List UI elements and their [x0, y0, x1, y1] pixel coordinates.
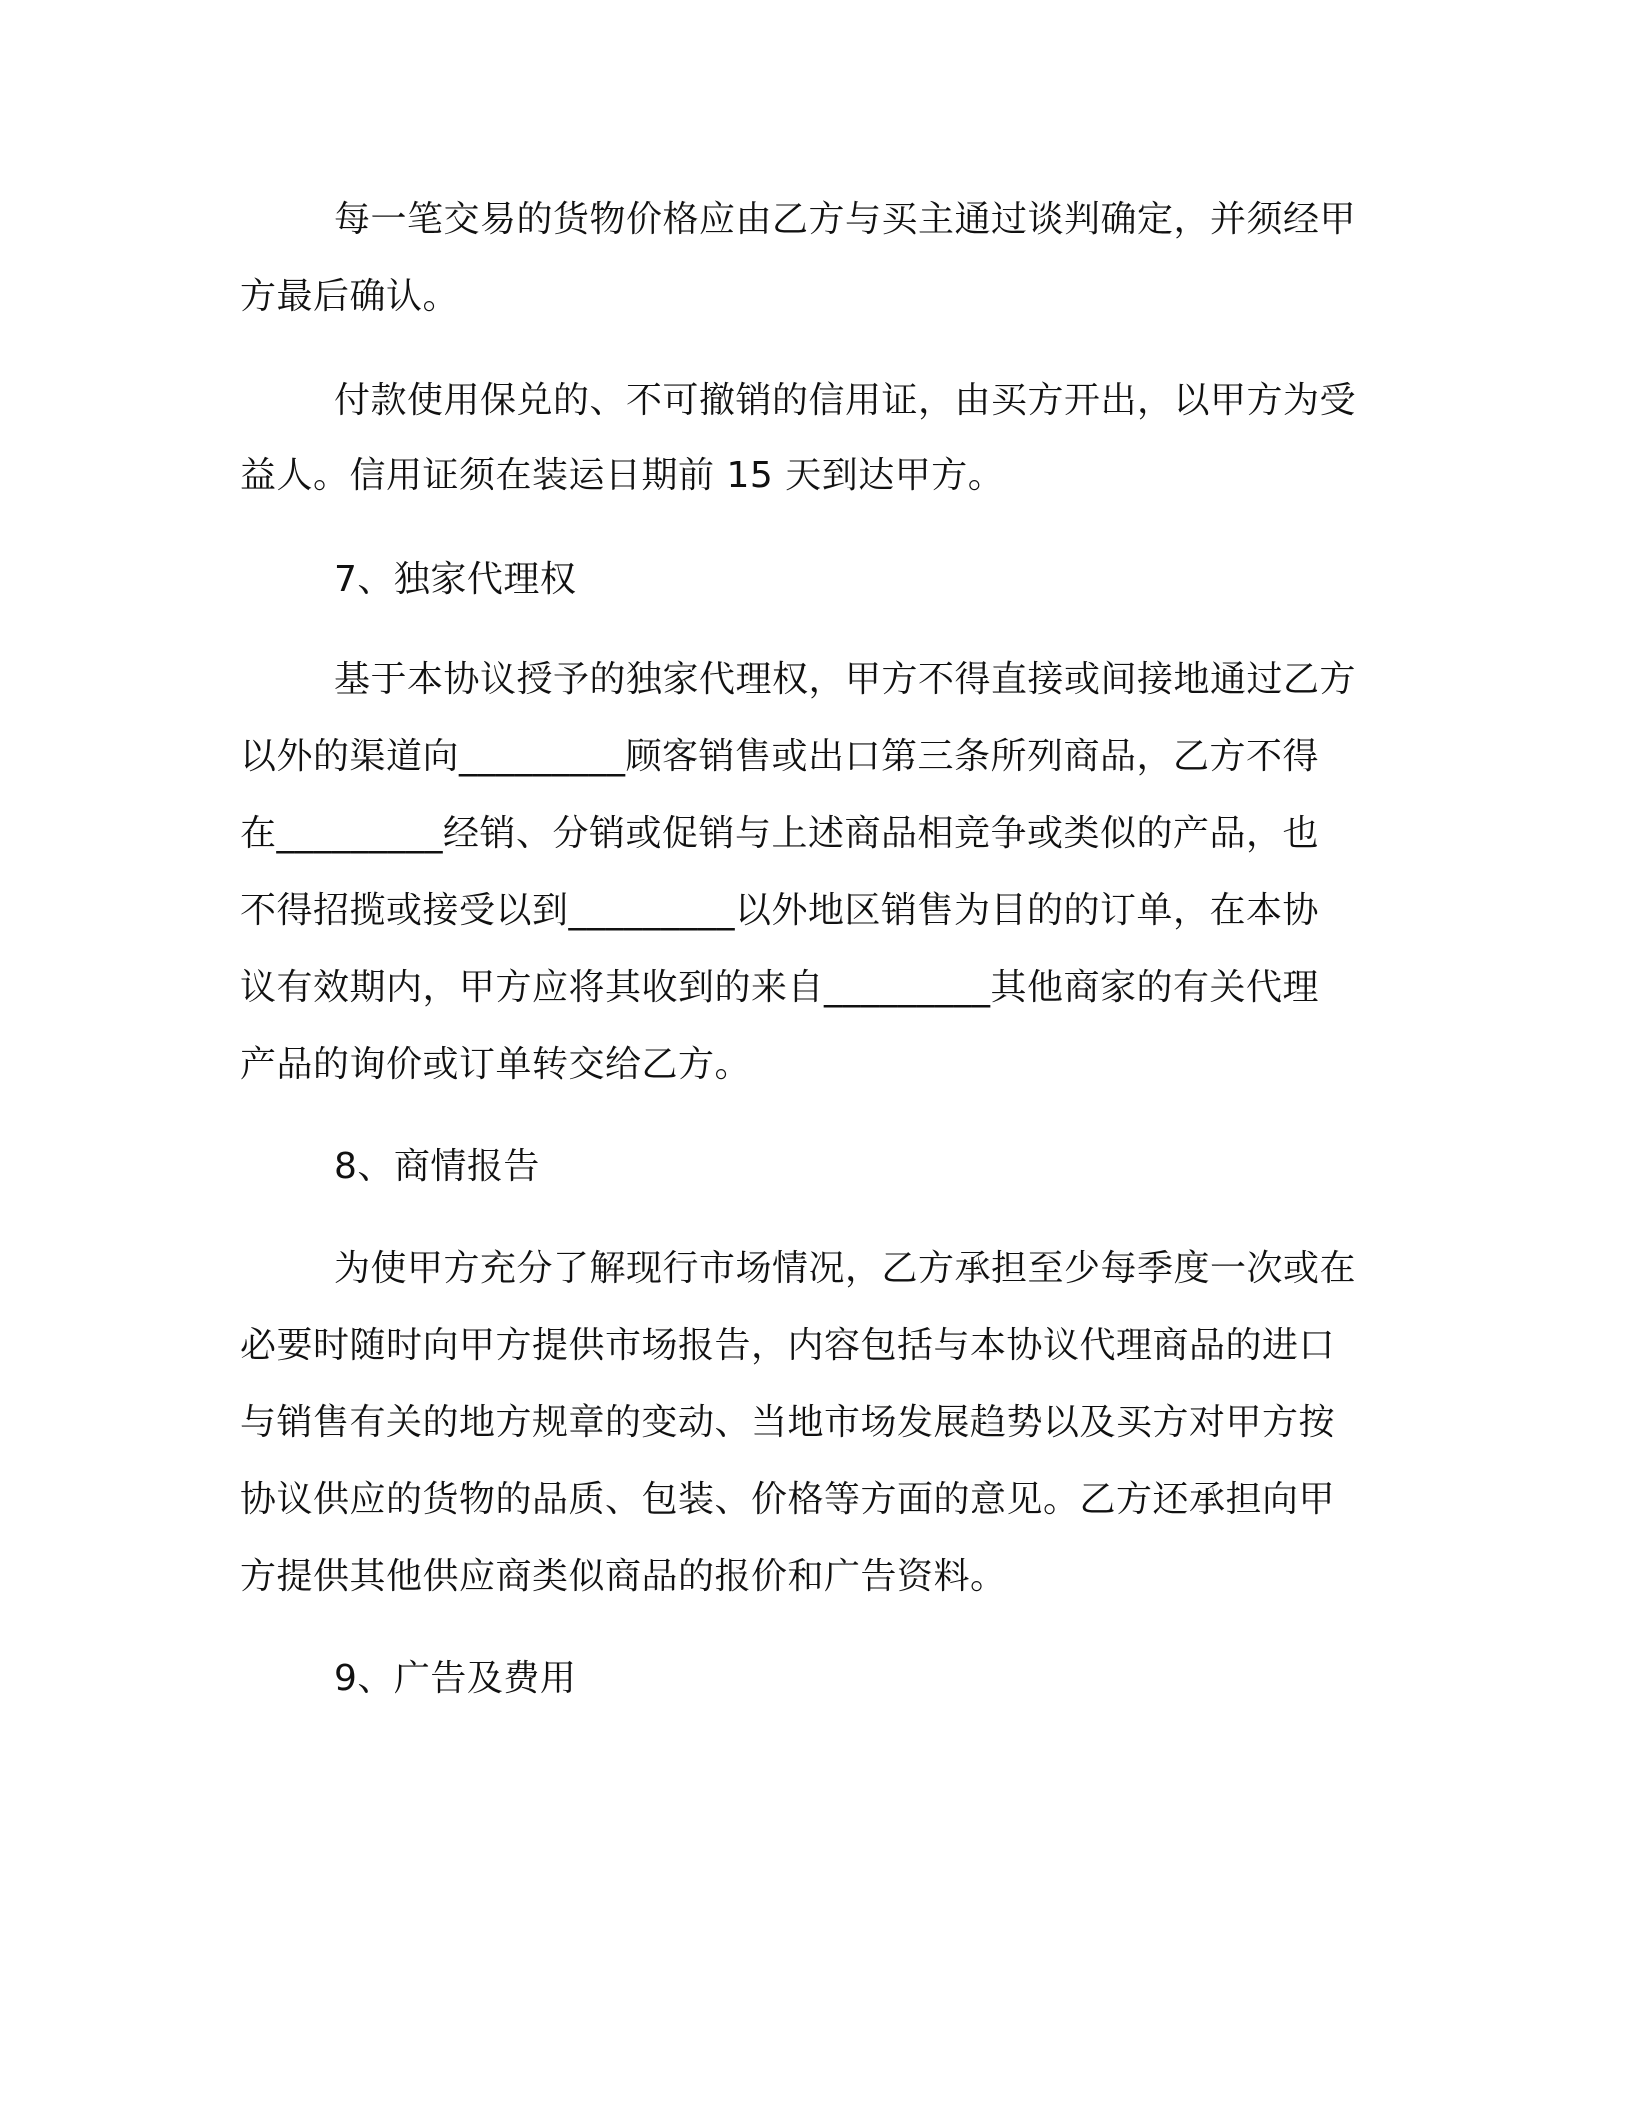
- section-heading: 9、广告及费用: [334, 1658, 577, 1699]
- paragraph-line: 基于本协议授予的独家代理权，甲方不得直接或间接地通过乙方: [334, 659, 1357, 700]
- paragraph-line: 每一笔交易的货物价格应由乙方与买主通过谈判确定，并须经甲: [334, 199, 1357, 240]
- paragraph-line: 产品的询价或订单转交给乙方。: [240, 1044, 752, 1085]
- paragraph-line: 益人。信用证须在装运日期前 15 天到达甲方。: [240, 455, 1005, 496]
- paragraph-line: 方提供其他供应商类似商品的报价和广告资料。: [240, 1556, 1007, 1597]
- paragraph-line: 不得招揽或接受以到_________以外地区销售为目的的订单，在本协: [240, 890, 1320, 931]
- paragraph-line: 与销售有关的地方规章的变动、当地市场发展趋势以及买方对甲方按: [240, 1402, 1336, 1443]
- paragraph-line: 协议供应的货物的品质、包装、价格等方面的意见。乙方还承担向甲: [240, 1479, 1336, 1520]
- paragraph-line: 付款使用保兑的、不可撤销的信用证，由买方开出，以甲方为受: [334, 380, 1357, 421]
- paragraph-line: 议有效期内，甲方应将其收到的来自_________其他商家的有关代理: [240, 967, 1320, 1008]
- paragraph-line: 必要时随时向甲方提供市场报告，内容包括与本协议代理商品的进口: [240, 1325, 1336, 1366]
- section-heading: 7、独家代理权: [334, 559, 577, 600]
- paragraph-line: 为使甲方充分了解现行市场情况，乙方承担至少每季度一次或在: [334, 1248, 1357, 1289]
- paragraph-line: 在_________经销、分销或促销与上述商品相竞争或类似的产品，也: [240, 813, 1320, 854]
- paragraph-line: 以外的渠道向_________顾客销售或出口第三条所列商品，乙方不得: [240, 736, 1320, 777]
- paragraph-line: 方最后确认。: [240, 276, 460, 317]
- section-heading: 8、商情报告: [334, 1146, 540, 1187]
